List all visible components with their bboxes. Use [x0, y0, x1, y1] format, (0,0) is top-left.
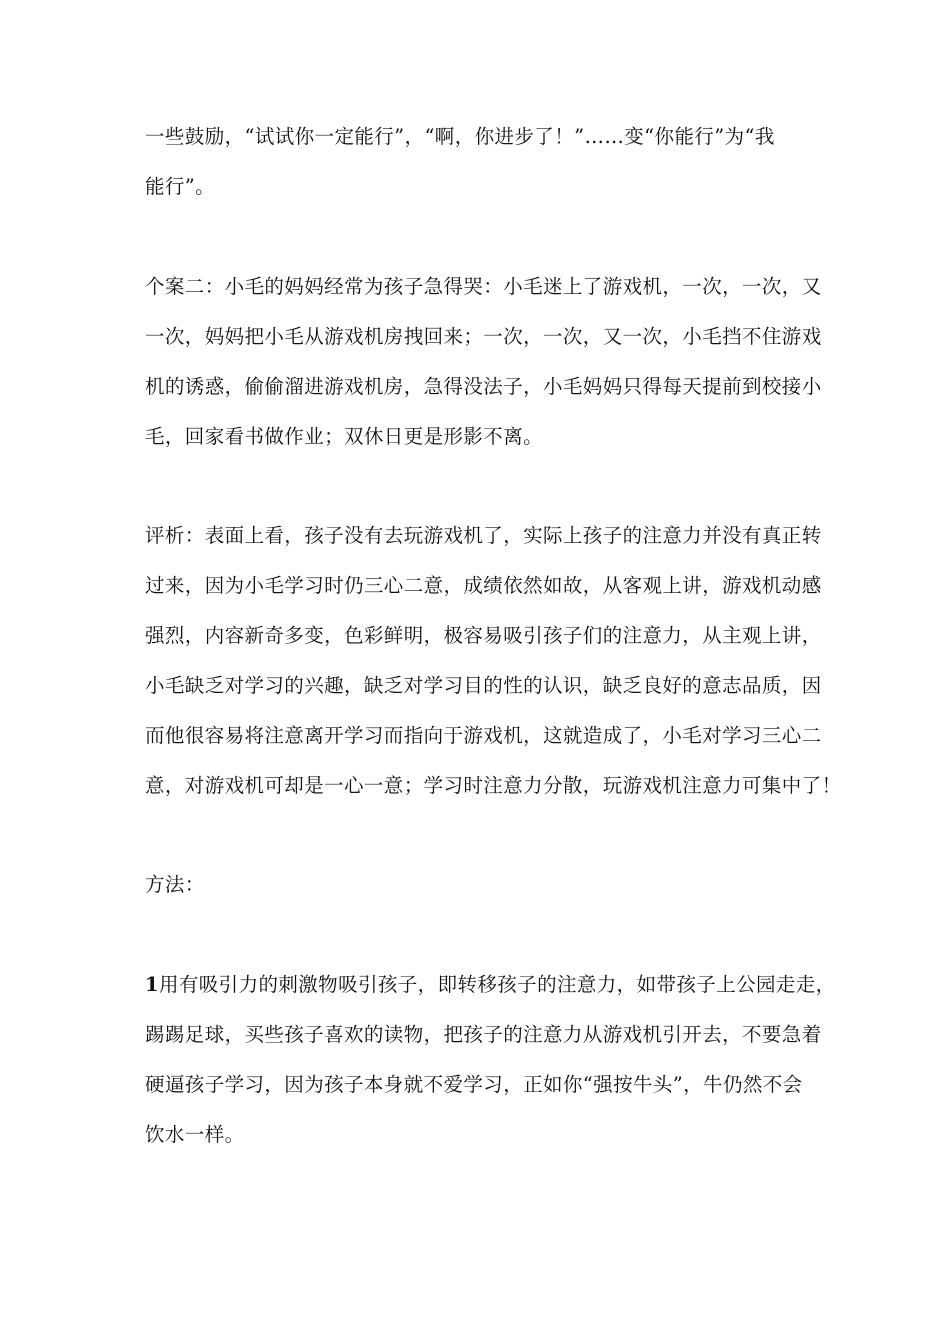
case-two-paragraph	[145, 262, 822, 462]
case-two-line-1: 个案二：小毛的妈妈经常为孩子急得哭：小毛迷上了游戏机，一次，一次，又	[145, 275, 822, 298]
method-item-1-line-1	[145, 960, 836, 1010]
method-item-1-number: 1	[145, 973, 159, 996]
analysis-line-6: 意，对游戏机可却是一心一意；学习时注意力分散，玩游戏机注意力可集中了！	[145, 774, 842, 797]
method-heading: 方法：	[145, 873, 205, 896]
analysis-line-1: 评析：表面上看，孩子没有去玩游戏机了，实际上孩子的注意力并没有真正转	[145, 524, 822, 547]
intro-paragraph	[145, 112, 810, 212]
intro-line-2: 能行”。	[145, 175, 216, 198]
method-item-1-line-2: 踢踢足球，买些孩子喜欢的读物，把孩子的注意力从游戏机引开去，不要急着	[145, 1023, 822, 1046]
analysis-line-5: 而他很容易将注意离开学习而指向于游戏机，这就造成了，小毛对学习三心二	[145, 724, 822, 747]
method-item-1-line-3: 硬逼孩子学习，因为孩子本身就不爱学习，正如你“强按牛头”，牛仍然不会	[145, 1073, 803, 1096]
method-item-1-line-4: 饮水一样。	[145, 1123, 245, 1146]
intro-line-1: 一些鼓励，“试试你一定能行”，“啊，你进步了！”……变“你能行”为“我	[145, 125, 775, 148]
method-item-1-first-text: 用有吸引力的刺激物吸引孩子，即转移孩子的注意力，如带孩子上公园走走，	[158, 973, 836, 996]
analysis-line-2: 过来，因为小毛学习时仍三心二意，成绩依然如故，从客观上讲，游戏机动感	[145, 574, 822, 597]
method-item-1	[145, 960, 836, 1160]
analysis-line-4: 小毛缺乏对学习的兴趣，缺乏对学习目的性的认识，缺乏良好的意志品质，因	[145, 674, 822, 697]
analysis-line-3: 强烈，内容新奇多变，色彩鲜明，极容易吸引孩子们的注意力，从主观上讲，	[145, 624, 822, 647]
case-two-line-4: 毛，回家看书做作业；双休日更是形影不离。	[145, 425, 544, 448]
case-two-line-2: 一次，妈妈把小毛从游戏机房拽回来；一次，一次，又一次，小毛挡不住游戏	[145, 325, 822, 348]
analysis-paragraph	[145, 511, 842, 811]
method-heading-paragraph	[145, 860, 810, 910]
case-two-line-3: 机的诱惑，偷偷溜进游戏机房，急得没法子，小毛妈妈只得每天提前到校接小	[145, 375, 822, 398]
